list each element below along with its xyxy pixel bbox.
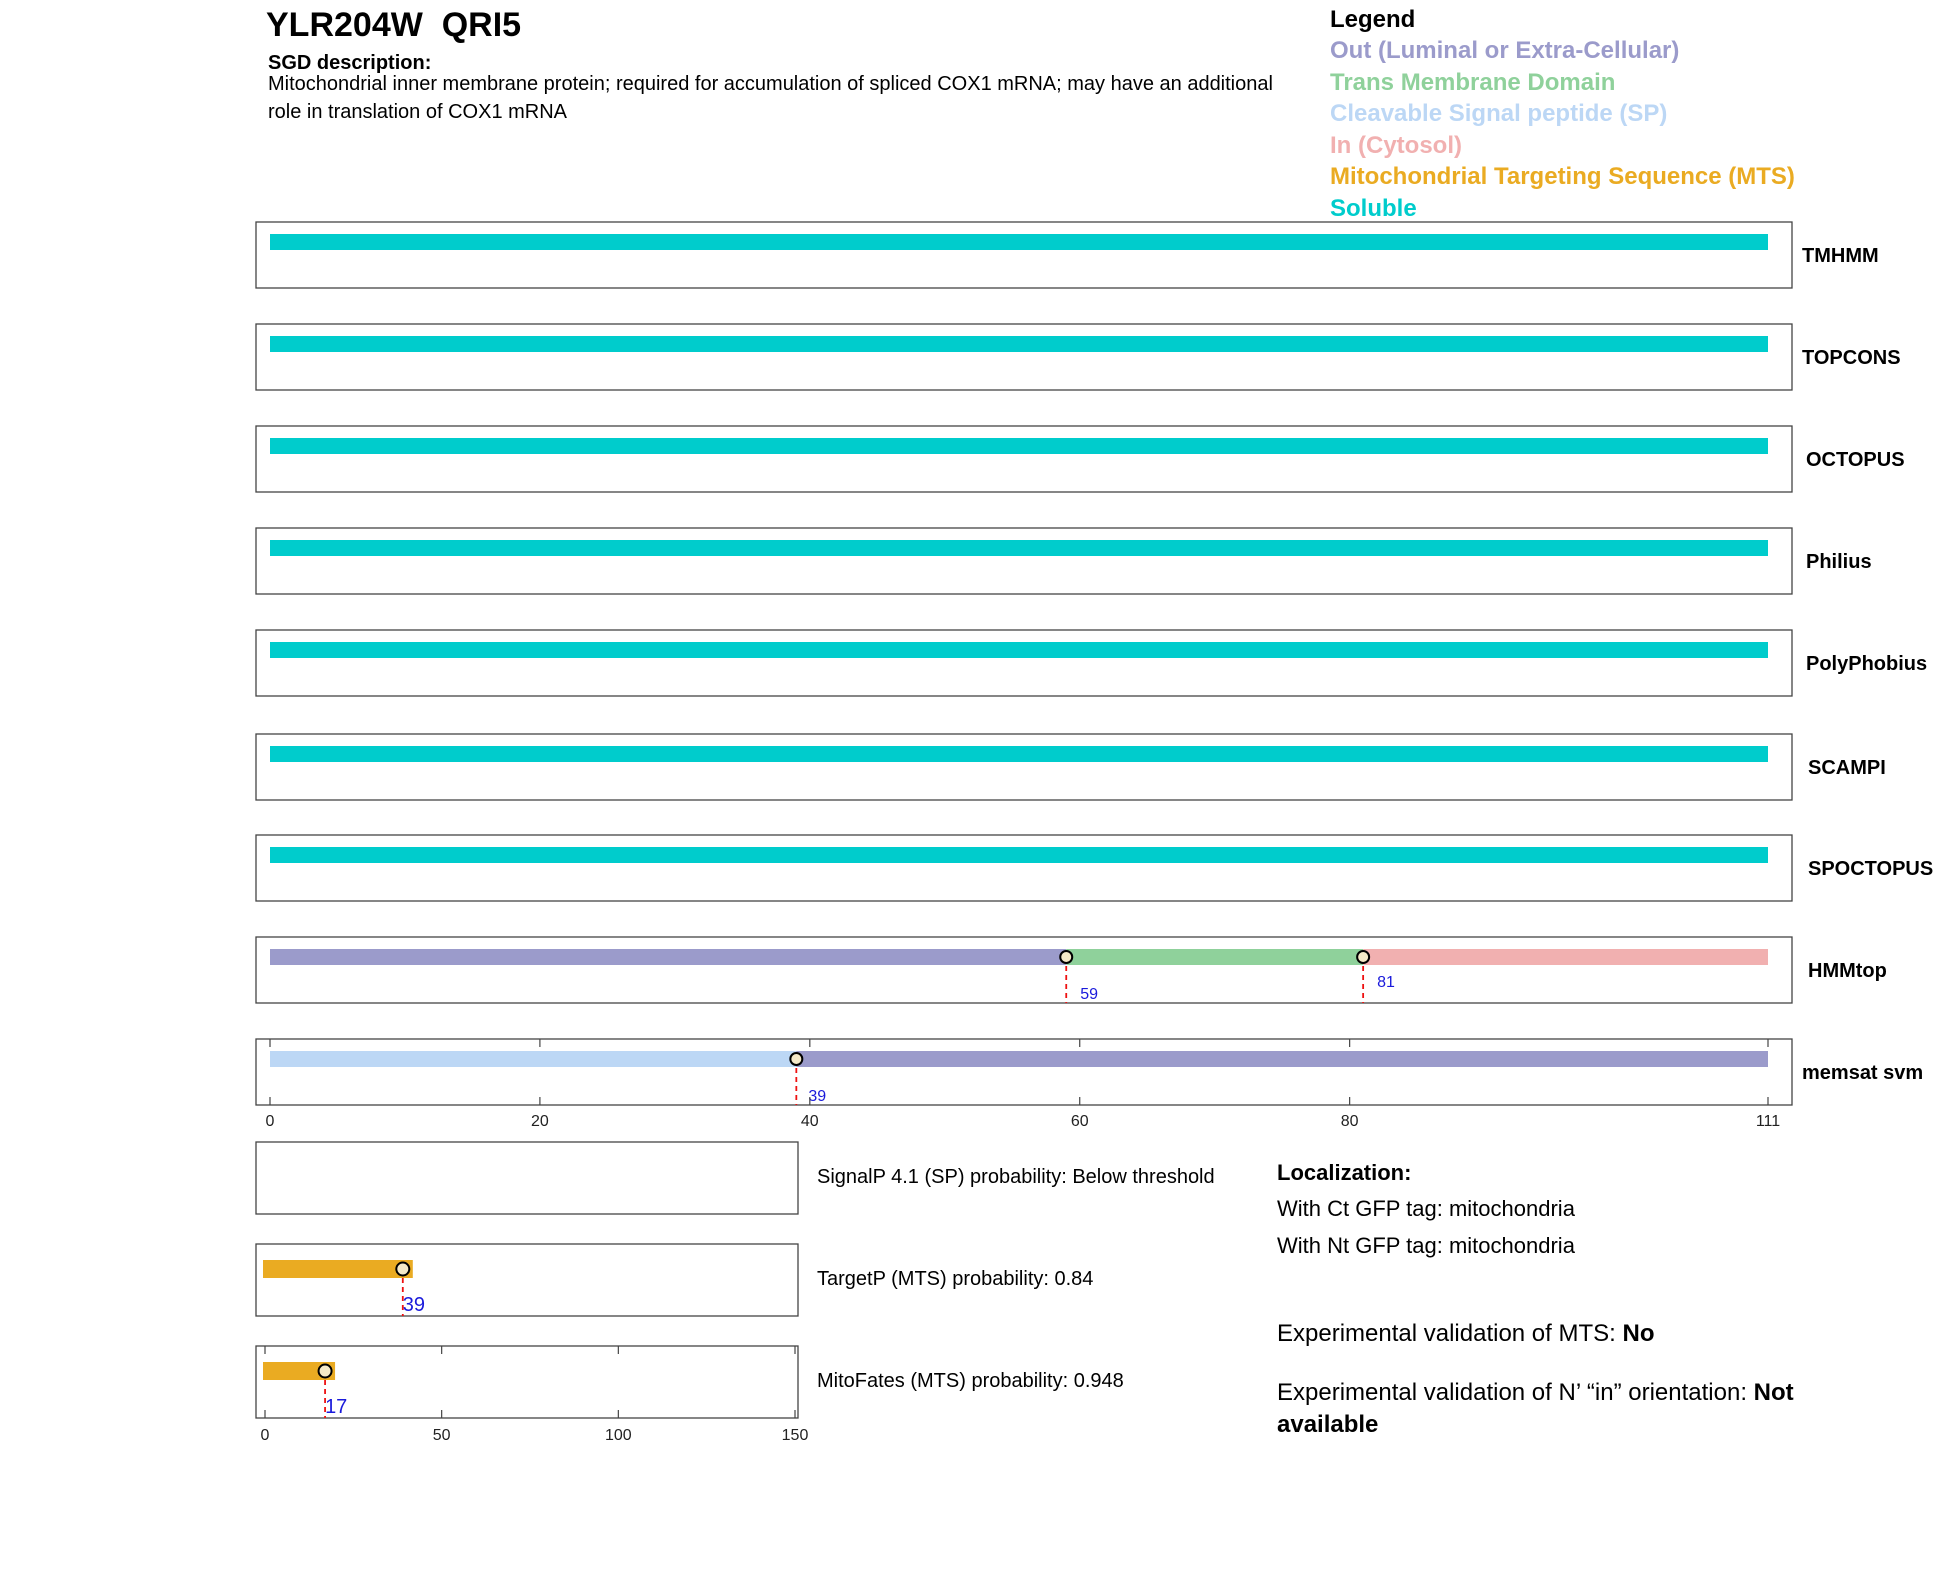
x-tick-label: 0 <box>265 1113 275 1130</box>
localization-title: Localization: <box>1277 1160 1412 1185</box>
track-segment <box>1363 949 1768 965</box>
track-segment <box>270 336 1768 352</box>
track-frame <box>256 734 1792 800</box>
track-label: SPOCTOPUS <box>1808 858 1934 880</box>
mts-track-frame <box>256 1244 798 1316</box>
track-segment <box>796 1051 1768 1067</box>
track-label: Philius <box>1806 551 1872 573</box>
track-frame <box>256 630 1792 696</box>
mts-cleavage-label: 17 <box>325 1396 348 1418</box>
legend-item: Soluble <box>1330 194 1417 222</box>
sgd-description-text: Mitochondrial inner membrane protein; required for accumulation of spliced COX1 mRNA; may have an additional role in translation of COX1 mRNA <box>268 73 1273 123</box>
track-frame <box>256 426 1792 492</box>
gene-id: YLR204W <box>266 6 423 44</box>
validation-mts-value: No <box>1622 1320 1655 1347</box>
x-tick-label: 60 <box>1070 1113 1089 1130</box>
x-tick-label: 20 <box>531 1113 549 1130</box>
mts-x-tick-label: 100 <box>604 1427 632 1444</box>
legend-title: Legend <box>1330 6 1416 33</box>
track-segment <box>270 234 1768 250</box>
cleavage-marker <box>1060 951 1072 963</box>
sgd-description-label: SGD description: <box>268 52 432 74</box>
track-frame <box>256 937 1792 1003</box>
track-frame <box>256 222 1792 288</box>
legend-item: Mitochondrial Targeting Sequence (MTS) <box>1330 163 1795 190</box>
track-segment <box>270 949 1066 965</box>
mts-x-tick-label: 50 <box>432 1427 451 1444</box>
track-segment <box>270 746 1768 762</box>
signalp-info: SignalP 4.1 (SP) probability: Below threshold <box>817 1166 1215 1188</box>
mitofates-info: MitoFates (MTS) probability: 0.948 <box>817 1370 1124 1392</box>
mts-track-frame <box>256 1142 798 1214</box>
track-segment <box>270 1051 796 1067</box>
track-label: OCTOPUS <box>1806 449 1905 471</box>
mts-cleavage-marker <box>319 1365 332 1378</box>
track-segment <box>270 847 1768 863</box>
mts-cleavage-label: 39 <box>402 1294 426 1316</box>
track-segment <box>1066 949 1363 965</box>
track-frame <box>256 1039 1792 1105</box>
legend-item: Out (Luminal or Extra-Cellular) <box>1330 37 1680 64</box>
mts-x-tick-label: 150 <box>781 1427 809 1444</box>
track-segment <box>270 540 1768 556</box>
gene-name: QRI5 <box>441 6 522 44</box>
legend-item: Cleavable Signal peptide (SP) <box>1330 100 1668 127</box>
cleavage-label: 59 <box>1080 986 1099 1003</box>
cleavage-label: 39 <box>808 1088 827 1105</box>
x-tick-label: 80 <box>1340 1113 1359 1130</box>
track-frame <box>256 324 1792 390</box>
track-label: TMHMM <box>1802 245 1879 267</box>
x-tick-label: 111 <box>1755 1113 1781 1130</box>
track-label: TOPCONS <box>1802 347 1901 369</box>
cleavage-marker <box>790 1053 802 1065</box>
localization-nt: With Nt GFP tag: mitochondria <box>1277 1233 1575 1258</box>
validation-mts-label: Experimental validation of MTS: <box>1277 1320 1623 1347</box>
track-label: SCAMPI <box>1808 757 1886 779</box>
validation-orientation <box>1277 1377 1837 1441</box>
cleavage-marker <box>1357 951 1369 963</box>
targetp-info: TargetP (MTS) probability: 0.84 <box>817 1268 1094 1290</box>
mts-segment <box>263 1260 413 1278</box>
validation-orientation-label: Experimental validation of N’ “in” orientation: <box>1277 1379 1754 1406</box>
track-label: HMMtop <box>1808 960 1887 982</box>
mts-x-tick-label: 0 <box>260 1427 270 1444</box>
track-frame <box>256 835 1792 901</box>
mts-cleavage-marker <box>396 1263 409 1276</box>
track-segment <box>270 438 1768 454</box>
cleavage-label: 81 <box>1377 974 1395 991</box>
localization-ct: With Ct GFP tag: mitochondria <box>1277 1196 1575 1221</box>
track-label: PolyPhobius <box>1806 653 1928 675</box>
x-tick-label: 40 <box>800 1113 819 1130</box>
validation-mts <box>1277 1318 1837 1350</box>
legend-item: In (Cytosol) <box>1330 131 1462 159</box>
validation-orientation-value: Not available <box>1277 1379 1794 1438</box>
track-frame <box>256 528 1792 594</box>
legend-item: Trans Membrane Domain <box>1330 68 1616 96</box>
track-segment <box>270 642 1768 658</box>
track-label: memsat svm <box>1802 1062 1924 1084</box>
